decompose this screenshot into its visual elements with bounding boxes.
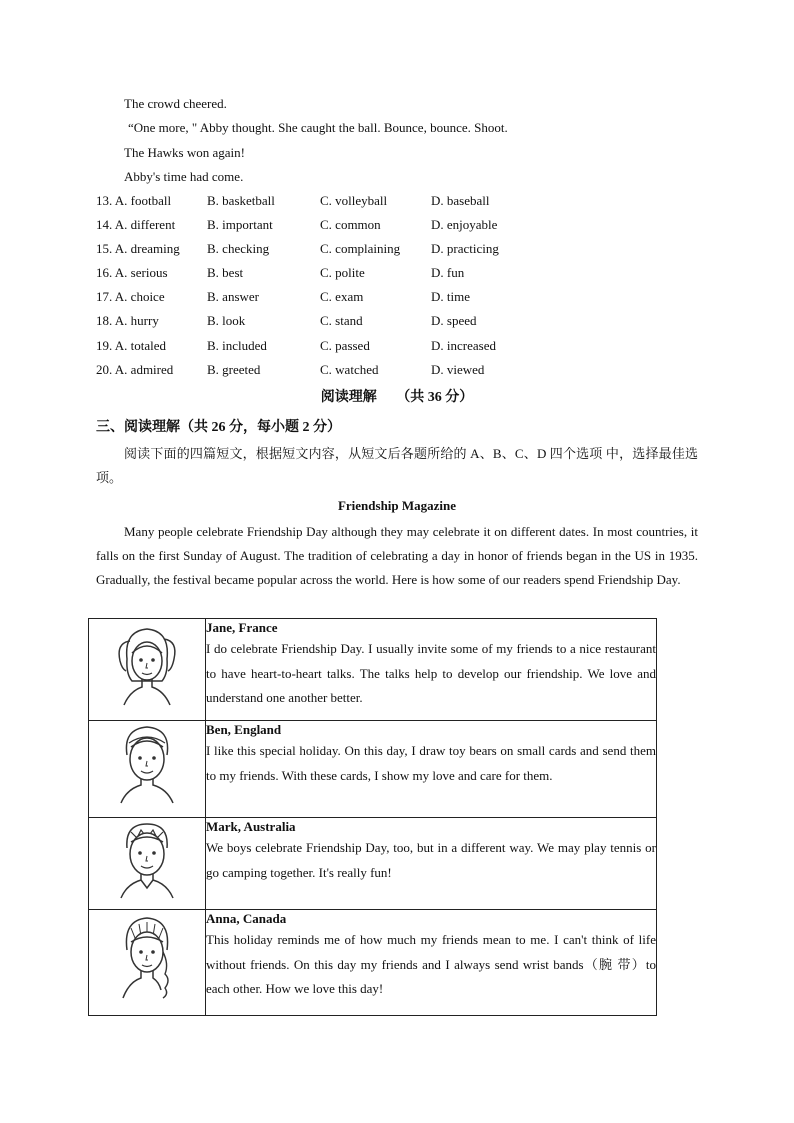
option-b: B. answer <box>207 289 259 304</box>
question-options-18 <box>96 313 536 333</box>
option-c: C. exam <box>320 289 364 304</box>
section-title-text: 阅读理解 <box>320 390 377 405</box>
reader-text: I do celebrate Friendship Day. I usually invite some of my friends to a nice restaurant to have heart-to-heart talks. The talks help to develop our friendship. We love and understand one another better. <box>206 641 656 705</box>
option-b: B. important <box>207 217 273 232</box>
reader-name: Anna, Canada <box>206 911 287 926</box>
table-row <box>89 818 657 910</box>
passage-title: Friendship Magazine <box>337 498 457 513</box>
reader-cell <box>206 721 657 818</box>
option-c: C. stand <box>320 313 363 328</box>
portrait-cell <box>89 721 206 818</box>
reader-cell <box>206 818 657 910</box>
option-c: C. common <box>320 217 381 232</box>
option-a: 19. A. totaled <box>96 338 167 353</box>
question-options-14 <box>96 217 536 237</box>
section-title <box>0 386 794 406</box>
story-line: “One more, " Abby thought. She caught the ball. Bounce, bounce. Shoot. <box>128 120 508 135</box>
option-c: C. polite <box>320 265 365 280</box>
portrait-cell <box>89 619 206 721</box>
option-c: C. volleyball <box>320 193 388 208</box>
boy-portrait-icon <box>107 721 187 807</box>
girl-portrait-icon <box>105 910 189 1002</box>
option-b: B. best <box>207 265 244 280</box>
section-score: （共 36 分） <box>396 390 474 405</box>
reader-name: Mark, Australia <box>206 819 296 834</box>
option-a: 16. A. serious <box>96 265 168 280</box>
option-b: B. checking <box>207 241 270 256</box>
table-row <box>89 619 657 721</box>
story-line: The crowd cheered. <box>124 96 227 111</box>
boy-portrait-icon <box>107 818 187 902</box>
option-b: B. greeted <box>207 362 261 377</box>
option-d: D. speed <box>431 313 477 328</box>
passage-intro: Many people celebrate Friendship Day although they may celebrate it on different dates. In most countries, it falls on the first Sunday of August. The tradition of celebrating a day in honor of friends began in the US in 1935. Gradually, the festival became popular across the world. Here is how some of our readers spend Friendship Day. <box>96 524 698 587</box>
option-a: 14. A. different <box>96 217 176 232</box>
portrait-cell <box>89 818 206 910</box>
question-options-15 <box>96 241 536 261</box>
question-options-13 <box>96 193 536 213</box>
option-a: 15. A. dreaming <box>96 241 180 256</box>
story-line: Abby's time had come. <box>124 169 244 184</box>
reader-text: We boys celebrate Friendship Day, too, but in a different way. We may play tennis or go camping together. It's really fun! <box>206 840 656 880</box>
reader-name: Jane, France <box>206 620 278 635</box>
option-d: D. increased <box>431 338 496 353</box>
option-a: 17. A. choice <box>96 289 165 304</box>
table-row <box>89 910 657 1016</box>
option-b: B. basketball <box>207 193 275 208</box>
option-d: D. practicing <box>431 241 499 256</box>
option-b: B. included <box>207 338 267 353</box>
option-a: 13. A. football <box>96 193 172 208</box>
instructions: 阅读下面的四篇短文，根据短文内容，从短文后各题所给的 A、B、C、D 四个选项 中，选择最佳选项。 <box>96 446 698 485</box>
table-row <box>89 721 657 818</box>
girl-portrait-icon <box>102 619 192 711</box>
option-a: 18. A. hurry <box>96 313 159 328</box>
reader-text: This holiday reminds me of how much my friends mean to me. I can't think of life without friends. On this day my friends and I always send wrist bands（腕 带）to each other. How we love this day! <box>206 932 656 996</box>
reader-cell <box>206 619 657 721</box>
option-c: C. passed <box>320 338 370 353</box>
readers-table <box>88 618 657 1016</box>
option-d: D. fun <box>431 265 465 280</box>
reader-name: Ben, England <box>206 722 282 737</box>
question-options-16 <box>96 265 536 285</box>
part-heading: 三、阅读理解（共 26 分，每小题 2 分） <box>96 420 341 435</box>
reader-text: I like this special holiday. On this day, I draw toy bears on small cards and send them to my friends. With these cards, I show my love and care for them. <box>206 743 656 783</box>
portrait-cell <box>89 910 206 1016</box>
reader-cell <box>206 910 657 1016</box>
option-d: D. time <box>431 289 470 304</box>
option-d: D. viewed <box>431 362 485 377</box>
story-line: The Hawks won again! <box>124 145 245 160</box>
option-c: C. watched <box>320 362 379 377</box>
option-d: D. enjoyable <box>431 217 498 232</box>
question-options-19 <box>96 338 536 358</box>
option-b: B. look <box>207 313 246 328</box>
option-c: C. complaining <box>320 241 401 256</box>
question-options-17 <box>96 289 536 309</box>
option-d: D. baseball <box>431 193 490 208</box>
question-options-20 <box>96 362 536 382</box>
option-a: 20. A. admired <box>96 362 174 377</box>
